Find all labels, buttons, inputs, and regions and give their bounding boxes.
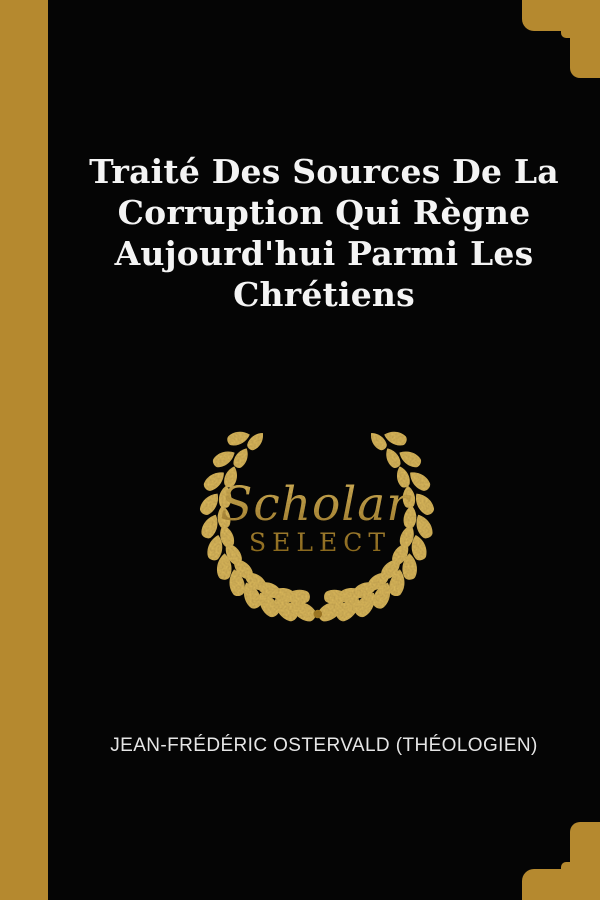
gold-spine-strip [0, 0, 48, 900]
wreath-base-dot [314, 610, 323, 619]
title-line-3: Aujourd'hui Parmi Les [114, 234, 534, 273]
title-line-4: Chrétiens [233, 275, 415, 314]
ornament-column [570, 822, 600, 900]
ornament-column [570, 0, 600, 78]
title-line-1: Traité Des Sources De La [89, 152, 559, 191]
author-name: JEAN-FRÉDÉRIC OSTERVALD (THÉOLOGIEN) [110, 735, 538, 756]
book-title [48, 151, 600, 315]
logo-caps-word: SELECT [248, 528, 392, 557]
logo-script-word: Scholar [220, 477, 410, 532]
title-line-2: Corruption Qui Règne [117, 193, 531, 232]
scholar-select-logo [182, 420, 452, 640]
